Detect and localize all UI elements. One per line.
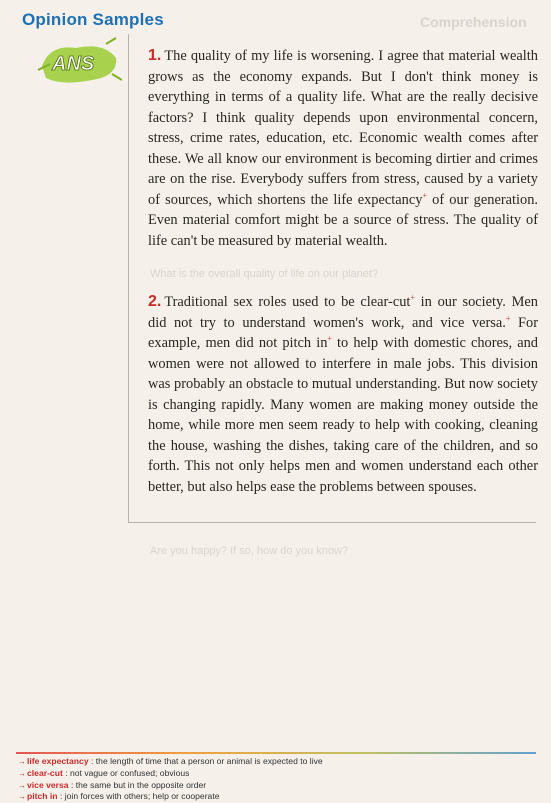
show-through-text: What is the overall quality of life on our planet? <box>150 268 379 280</box>
arrow-icon: → <box>18 780 26 790</box>
glossary-definition: : the same but in the opposite order <box>68 779 207 790</box>
paragraph-text: Traditional sex roles used to be clear-cut <box>164 294 411 310</box>
ans-logo <box>36 36 122 86</box>
glossary-item <box>18 768 538 780</box>
glossary-item <box>18 791 538 803</box>
opinion-paragraph-2 <box>148 292 538 497</box>
footnote-marker: + <box>327 334 332 344</box>
glossary-item <box>18 756 538 768</box>
opinion-paragraph-1 <box>148 46 538 251</box>
paragraph-text: of our generation. Even material comfort might be a source of stress. The quality of life can't be measured by material wealth. <box>148 191 538 249</box>
footnote-marker: + <box>410 293 415 303</box>
glossary-divider <box>16 752 536 754</box>
frame-vertical-rule <box>128 34 129 522</box>
paragraph-text: in our society. Men did not try to understand women's work, and vice versa. <box>148 294 538 331</box>
frame-horizontal-rule <box>128 522 536 523</box>
glossary-term: pitch in <box>27 791 58 802</box>
paragraph-text: For example, men did not pitch in <box>148 314 538 351</box>
glossary-term: clear-cut <box>27 767 63 778</box>
glossary-term: life expectancy <box>27 756 89 766</box>
footnote-marker: + <box>505 313 511 323</box>
show-through-text: Are you happy? If so, how do you know? <box>150 545 349 557</box>
page-title: Opinion Samples <box>22 10 164 29</box>
show-through-text: Comprehension <box>420 14 527 30</box>
arrow-icon: → <box>18 757 26 766</box>
logo-lettering: ANS <box>52 53 95 75</box>
glossary-item <box>18 780 538 792</box>
glossary-definition: : the length of time that a person or animal is expected to live <box>88 756 323 766</box>
glossary-term: vice versa <box>27 779 69 790</box>
arrow-icon: → <box>18 768 26 778</box>
paragraph-text: The quality of my life is worsening. I agree that material wealth grows as the economy expands. But I don't think money is everything in terms of a quality life. What are the really decisive factors? I think quality depends upon environmental concern, stress, crime rates, education, etc. Economic wealth comes after these. We all know our environment is becoming dirtier and crimes are on the rise. Everybody suffers from stress, caused by a variety of sources, which shortens the life expectancy <box>148 48 538 208</box>
glossary-definition: : join forces with others; help or cooperate <box>57 791 220 802</box>
glossary-list <box>18 756 538 803</box>
arrow-icon: → <box>18 792 26 802</box>
paragraph-text: to help with domestic chores, and women were not allowed to interfere in male jobs. This division was probably an obstacle to mutual understanding. But now society is changing rapidly. Many women are making money outside the home, while more men seem ready to help with cooking, cleaning the house, washing the dishes, taking care of the children, and so forth. This not only helps men and women understand each other better, but also helps ease the problems between spouses. <box>148 335 539 495</box>
glossary-definition: : not vague or confused; obvious <box>62 767 190 778</box>
paragraph-number: 1. <box>148 47 162 64</box>
paragraph-number: 2. <box>148 293 162 310</box>
footnote-marker: + <box>422 190 427 200</box>
